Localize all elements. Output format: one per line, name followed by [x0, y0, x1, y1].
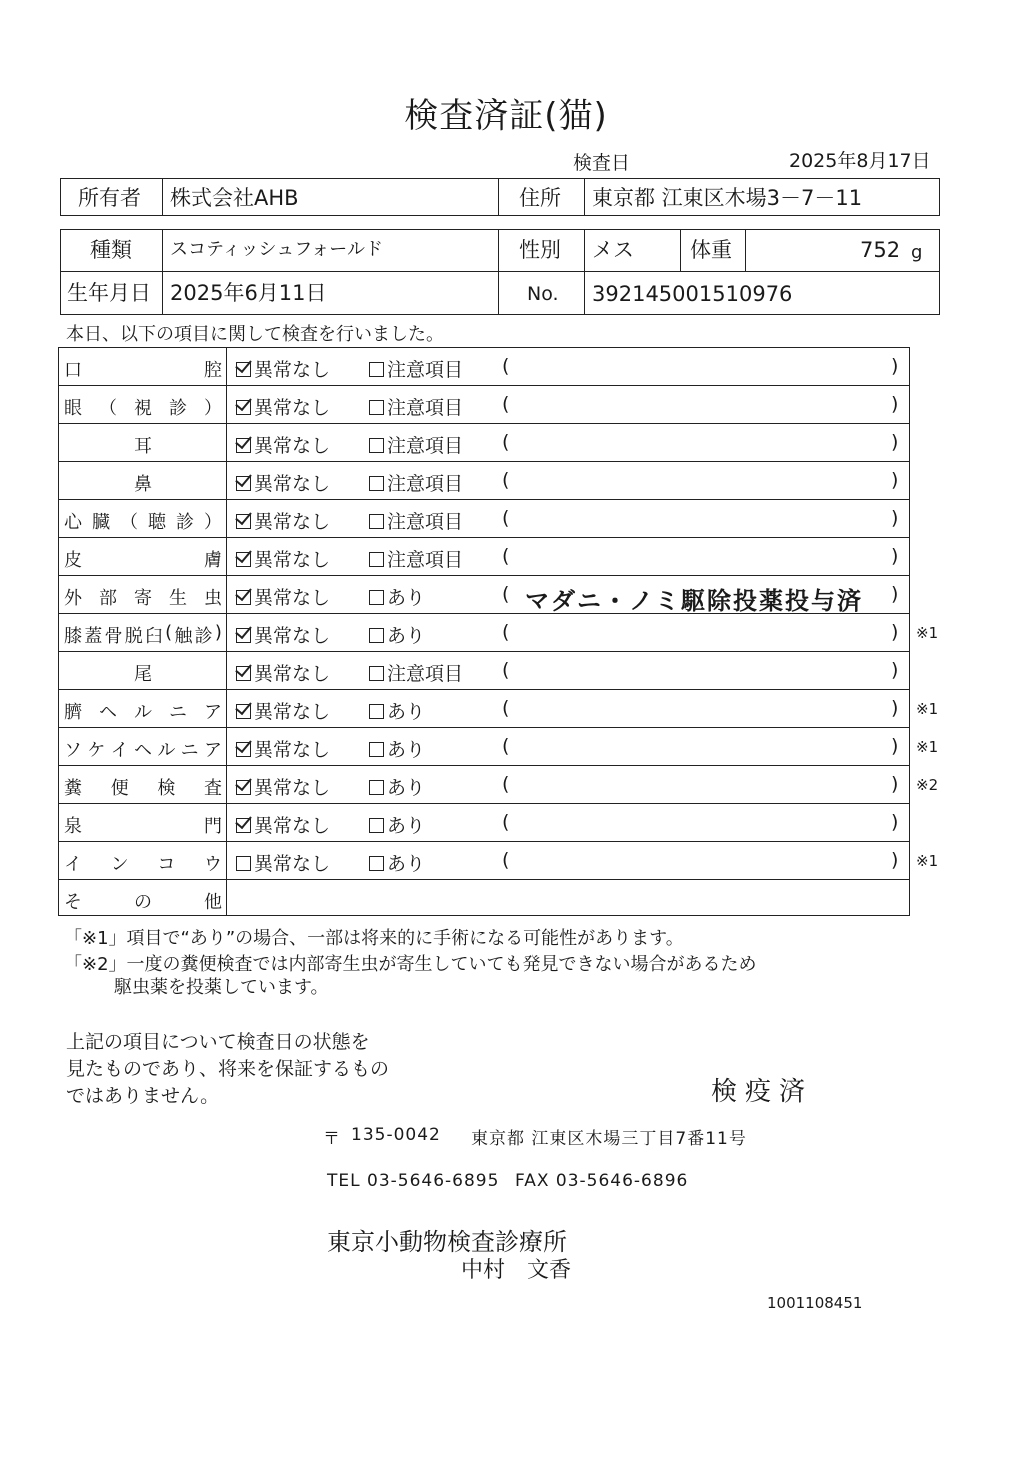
second-option-label: 注意項目 [387, 511, 464, 533]
paren-open: ( [502, 735, 510, 757]
row-label: 泉 門 [64, 816, 222, 837]
normal-option-label: 異常なし [254, 435, 331, 457]
second-checkbox[interactable] [369, 431, 463, 458]
address-label: 住所 [519, 186, 561, 210]
paren-open: ( [502, 431, 510, 453]
row-divider [58, 803, 910, 804]
paren-close: ) [891, 393, 899, 415]
paren-open: ( [502, 659, 510, 681]
checkbox-icon[interactable] [236, 666, 251, 681]
footnote-1: 「※1」項目で“あり”の場合、一部は将来的に手術になる可能性があります。 [64, 928, 684, 949]
paren-open: ( [502, 697, 510, 719]
normal-option-label: 異常なし [254, 587, 331, 609]
row-remark: マダニ・ノミ駆除投薬投与済 [525, 587, 863, 615]
checkbox-icon[interactable] [236, 818, 251, 833]
row-label: 耳 [134, 436, 152, 457]
row-label: 臍 ヘ ル ニ ア [64, 702, 222, 723]
checkbox-icon[interactable] [236, 552, 251, 567]
checkbox-icon[interactable] [236, 362, 251, 377]
normal-checkbox[interactable] [236, 583, 330, 610]
paren-close: ) [891, 469, 899, 491]
normal-checkbox[interactable] [236, 811, 330, 838]
row-note-mark: ※2 [916, 776, 939, 794]
footnote-2: 「※2」一度の糞便検査では内部寄生虫が寄生していても発見できない場合があるため [64, 954, 757, 975]
checkbox-icon[interactable] [236, 856, 251, 871]
owner-value: 株式会社AHB [170, 186, 299, 210]
paren-close: ) [891, 849, 899, 871]
normal-checkbox[interactable] [236, 469, 330, 496]
normal-checkbox[interactable] [236, 393, 330, 420]
paren-close: ) [891, 355, 899, 377]
checkbox-icon[interactable] [369, 818, 384, 833]
normal-checkbox[interactable] [236, 545, 330, 572]
no-label: No. [527, 283, 559, 305]
normal-option-label: 異常なし [254, 853, 331, 875]
second-checkbox[interactable] [369, 583, 425, 610]
second-checkbox[interactable] [369, 735, 425, 762]
paren-close: ) [891, 583, 899, 605]
clinic-address: 東京都 江東区木場三丁目7番11号 [471, 1129, 747, 1149]
paren-open: ( [502, 621, 510, 643]
second-checkbox[interactable] [369, 659, 463, 686]
checkbox-icon[interactable] [369, 704, 384, 719]
row-divider [58, 537, 910, 538]
postal-mark: 〒 [323, 1129, 341, 1149]
breed-value: スコティッシュフォールド [170, 239, 383, 260]
normal-checkbox[interactable] [236, 507, 330, 534]
normal-option-label: 異常なし [254, 663, 331, 685]
second-checkbox[interactable] [369, 849, 425, 876]
row-divider [58, 765, 910, 766]
checkbox-icon[interactable] [236, 742, 251, 757]
row-divider [58, 651, 910, 652]
checkbox-icon[interactable] [369, 438, 384, 453]
footnote-2-continued: 駆虫薬を投薬しています。 [114, 977, 329, 998]
quarantine-stamp: 検疫済 [711, 1077, 814, 1107]
row-note-mark: ※1 [916, 700, 939, 718]
row-label: 糞 便 検 査 [64, 778, 222, 799]
weight-value: 752 [860, 238, 901, 262]
inspection-date: 2025年8月17日 [789, 150, 931, 172]
paren-open: ( [502, 773, 510, 795]
row-divider [58, 841, 910, 842]
normal-checkbox[interactable] [236, 697, 330, 724]
inspection-date-label: 検査日 [573, 152, 631, 174]
normal-option-label: 異常なし [254, 777, 331, 799]
row-note-mark: ※1 [916, 738, 939, 756]
normal-checkbox[interactable] [236, 431, 330, 458]
intro-text: 本日、以下の項目に関して検査を行いました。 [66, 324, 444, 345]
clinic-tel: TEL 03-5646-6895 [327, 1171, 500, 1191]
paren-close: ) [891, 735, 899, 757]
disclaimer-line-2: 見たものであり、将来を保証するもの [66, 1058, 390, 1080]
row-divider [58, 689, 910, 690]
checkbox-icon[interactable] [369, 400, 384, 415]
normal-checkbox[interactable] [236, 621, 330, 648]
row-label: 尾 [134, 664, 152, 685]
paren-close: ) [891, 773, 899, 795]
paren-close: ) [891, 507, 899, 529]
checkbox-icon[interactable] [369, 780, 384, 795]
second-checkbox[interactable] [369, 469, 463, 496]
checkbox-icon[interactable] [236, 704, 251, 719]
second-option-label: あり [387, 587, 426, 609]
normal-option-label: 異常なし [254, 739, 331, 761]
checkbox-icon[interactable] [369, 628, 384, 643]
second-option-label: 注意項目 [387, 549, 464, 571]
second-checkbox[interactable] [369, 355, 463, 382]
row-note-mark: ※1 [916, 624, 939, 642]
checkbox-icon[interactable] [369, 856, 384, 871]
paren-open: ( [502, 355, 510, 377]
second-checkbox[interactable] [369, 697, 425, 724]
second-option-label: あり [387, 815, 426, 837]
second-option-label: あり [387, 701, 426, 723]
row-label: 眼 （ 視 診 ） [64, 398, 222, 419]
paren-close: ) [891, 431, 899, 453]
breed-label: 種類 [90, 238, 132, 262]
second-checkbox[interactable] [369, 507, 463, 534]
second-option-label: 注意項目 [387, 397, 464, 419]
row-label: 鼻 [134, 474, 152, 495]
document-title: 検査済証(猫) [404, 96, 608, 136]
normal-option-label: 異常なし [254, 397, 331, 419]
second-checkbox[interactable] [369, 811, 425, 838]
second-option-label: あり [387, 739, 426, 761]
second-option-label: あり [387, 625, 426, 647]
normal-option-label: 異常なし [254, 701, 331, 723]
checkbox-icon[interactable] [236, 780, 251, 795]
clinic-name: 東京小動物検査診療所 [327, 1228, 567, 1256]
second-option-label: 注意項目 [387, 359, 464, 381]
row-label: 膝 蓋 骨 脱 臼 ( 触 診 ) [64, 622, 222, 647]
normal-checkbox[interactable] [236, 849, 330, 876]
paren-open: ( [502, 583, 510, 605]
disclaimer-line-1: 上記の項目について検査日の状態を [66, 1031, 370, 1053]
row-label: イ ン コ ウ [64, 854, 222, 875]
postal-code: 135-0042 [351, 1125, 441, 1145]
normal-checkbox[interactable] [236, 659, 330, 686]
checkbox-icon[interactable] [369, 742, 384, 757]
checkbox-icon[interactable] [369, 514, 384, 529]
normal-checkbox[interactable] [236, 773, 330, 800]
birth-label: 生年月日 [67, 281, 151, 305]
checkbox-icon[interactable] [236, 438, 251, 453]
paren-close: ) [891, 545, 899, 567]
clinic-fax: FAX 03-5646-6896 [515, 1171, 689, 1191]
row-divider [58, 727, 910, 728]
normal-checkbox[interactable] [236, 355, 330, 382]
disclaimer-line-3: ではありません。 [66, 1085, 220, 1107]
normal-option-label: 異常なし [254, 815, 331, 837]
paren-close: ) [891, 697, 899, 719]
paren-open: ( [502, 469, 510, 491]
row-note-mark: ※1 [916, 852, 939, 870]
row-divider [58, 461, 910, 462]
second-checkbox[interactable] [369, 393, 463, 420]
second-option-label: あり [387, 853, 426, 875]
paren-close: ) [891, 659, 899, 681]
normal-option-label: 異常なし [254, 625, 331, 647]
birth-value: 2025年6月11日 [170, 281, 327, 305]
sex-label: 性別 [519, 238, 561, 262]
paren-open: ( [502, 507, 510, 529]
checkbox-icon[interactable] [369, 362, 384, 377]
checkbox-icon[interactable] [369, 666, 384, 681]
paren-open: ( [502, 849, 510, 871]
weight-label: 体重 [690, 238, 732, 262]
checkbox-icon[interactable] [236, 590, 251, 605]
second-checkbox[interactable] [369, 773, 425, 800]
paren-open: ( [502, 393, 510, 415]
second-checkbox[interactable] [369, 545, 463, 572]
normal-checkbox[interactable] [236, 735, 330, 762]
row-divider [58, 879, 910, 880]
second-option-label: 注意項目 [387, 435, 464, 457]
owner-label: 所有者 [78, 186, 141, 210]
checkbox-icon[interactable] [369, 476, 384, 491]
paren-close: ) [891, 811, 899, 833]
row-label: 心 臓 （ 聴 診 ） [64, 512, 222, 533]
row-label: 口 腔 [64, 360, 222, 381]
paren-close: ) [891, 621, 899, 643]
checkbox-icon[interactable] [236, 628, 251, 643]
checkbox-icon[interactable] [236, 400, 251, 415]
checkbox-icon[interactable] [236, 476, 251, 491]
address-value: 東京都 江東区木場3－7－11 [592, 186, 863, 210]
checkbox-icon[interactable] [236, 514, 251, 529]
row-label: 外 部 寄 生 虫 [64, 588, 222, 609]
normal-option-label: 異常なし [254, 511, 331, 533]
row-divider [58, 499, 910, 500]
other-label: そ の 他 [64, 892, 222, 913]
weight-unit: g [911, 242, 923, 263]
second-option-label: あり [387, 777, 426, 799]
second-option-label: 注意項目 [387, 663, 464, 685]
row-label: 皮 膚 [64, 550, 222, 571]
sex-value: メス [592, 238, 634, 262]
normal-option-label: 異常なし [254, 549, 331, 571]
second-checkbox[interactable] [369, 621, 425, 648]
second-option-label: 注意項目 [387, 473, 464, 495]
no-value: 392145001510976 [592, 282, 793, 306]
checkbox-icon[interactable] [369, 552, 384, 567]
row-divider [58, 423, 910, 424]
normal-option-label: 異常なし [254, 359, 331, 381]
row-divider [58, 385, 910, 386]
normal-option-label: 異常なし [254, 473, 331, 495]
row-label: ソ ケ イ ヘ ル ニ ア [64, 740, 222, 761]
checkbox-icon[interactable] [369, 590, 384, 605]
paren-open: ( [502, 545, 510, 567]
vet-name: 中村 文香 [461, 1258, 572, 1283]
document-number: 1001108451 [767, 1294, 863, 1312]
paren-open: ( [502, 811, 510, 833]
row-divider [58, 575, 910, 576]
